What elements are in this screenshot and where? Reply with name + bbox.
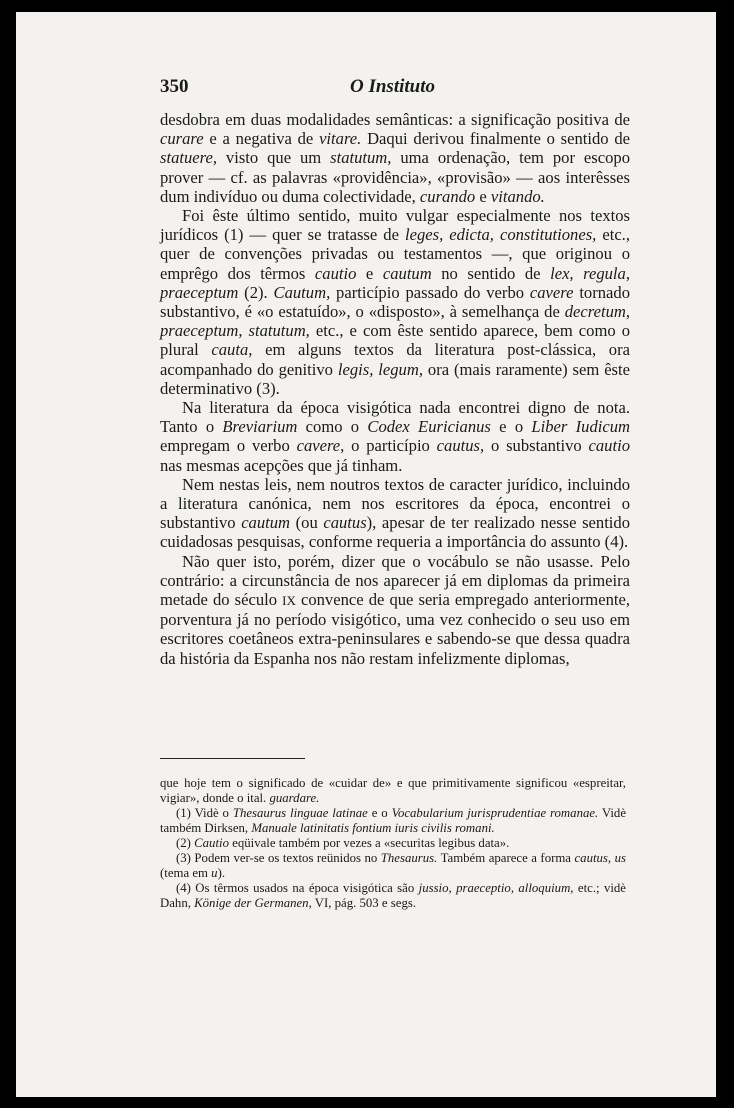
- footnote-2: (2) Cautio eqüivale também por vezes a «securitas legibus data».: [176, 836, 510, 850]
- page-number: 350: [160, 76, 189, 97]
- paragraph-1: desdobra em duas modalidades semânticas: a significação positiva de curare e a negativa de vitare. Daqui derivou finalmente o sentido de statuere, visto que um statutum, uma ordenação, tem por escopo prover — cf. as palavras «providência», «provisão» — aos interêsses dum indivíduo ou duma colectividade, curando e vitando.: [160, 110, 631, 206]
- paragraph-2: Foi êste último sentido, muito vulgar especialmente nos textos jurídicos (1) — quer se tratasse de leges, edicta, constitutiones, etc., quer de convenções privadas ou testamentos —, que originou o emprêgo dos têrmos cautio e cautum no sentido de lex, regula, praeceptum (2). Cautum, particípio passado do verbo cavere tornado substantivo, é «o estatuído», o «disposto», à semelhança de decretum, praeceptum, statutum, etc., e com êste sentido aparece, bem como o plural cauta, em alguns textos da literatura post-clássica, ora acompanhado do genitivo legis, legum, ora (mais raramente) sem êste determinativo (3).: [160, 206, 631, 398]
- footnote-3: (3) Podem ver-se os textos reünidos no Thesaurus. Também aparece a forma cautus, us (tema em u).: [160, 851, 626, 880]
- main-text: [160, 110, 630, 668]
- footnote-4: (4) Os têrmos usados na época visigótica são jussio, praeceptio, alloquium, etc.; vidè Dahn, Könige der Germanen, VI, pág. 503 e segs.: [160, 881, 626, 910]
- running-title: O Instituto: [350, 76, 436, 97]
- paragraph-4: Nem nestas leis, nem noutros textos de caracter jurídico, incluindo a literatura canónica, nem nos escritores da época, encontrei o substantivo cautum (ou cautus), apesar de ter realizado nesse sentido cuidadosas pesquisas, conforme requeria a importância do assunto (4).: [160, 474, 631, 552]
- footnotes: [160, 776, 626, 911]
- footnote-1: (1) Vidè o Thesaurus linguae latinae e o Vocabularium jurisprudentiae romanae. Vidè também Dirksen, Manuale latinitatis fontium iuris civilis romani.: [160, 806, 627, 835]
- paragraph-3: Na literatura da época visigótica nada encontrei digno de nota. Tanto o Breviarium como o Codex Euricianus e o Liber Iudicum empregam o verbo cavere, o particípio cautus, o substantivo cautio nas mesmas acepções que já tinham.: [160, 398, 631, 475]
- book-page: [16, 12, 716, 1097]
- page-header: [160, 76, 630, 100]
- paragraph-5: Não quer isto, porém, dizer que o vocábulo se não usasse. Pelo contrário: a circunstância de nos aparecer já em diplomas da primeira metade do século IX convence de que seria empregado anteriormente, porventura já no período visigótico, uma vez conhecido o seu uso em escritores coetâneos extra-peninsulares e sabendo-se que dessa quadra da história da Espanha nos não restam infelizmente diplomas,: [160, 551, 630, 668]
- footnote-continuation: que hoje tem o significado de «cuidar de» e que primitivamente significou «espreitar, vigiar», donde o ital. guardare.: [160, 776, 626, 805]
- footnote-separator: [160, 758, 305, 759]
